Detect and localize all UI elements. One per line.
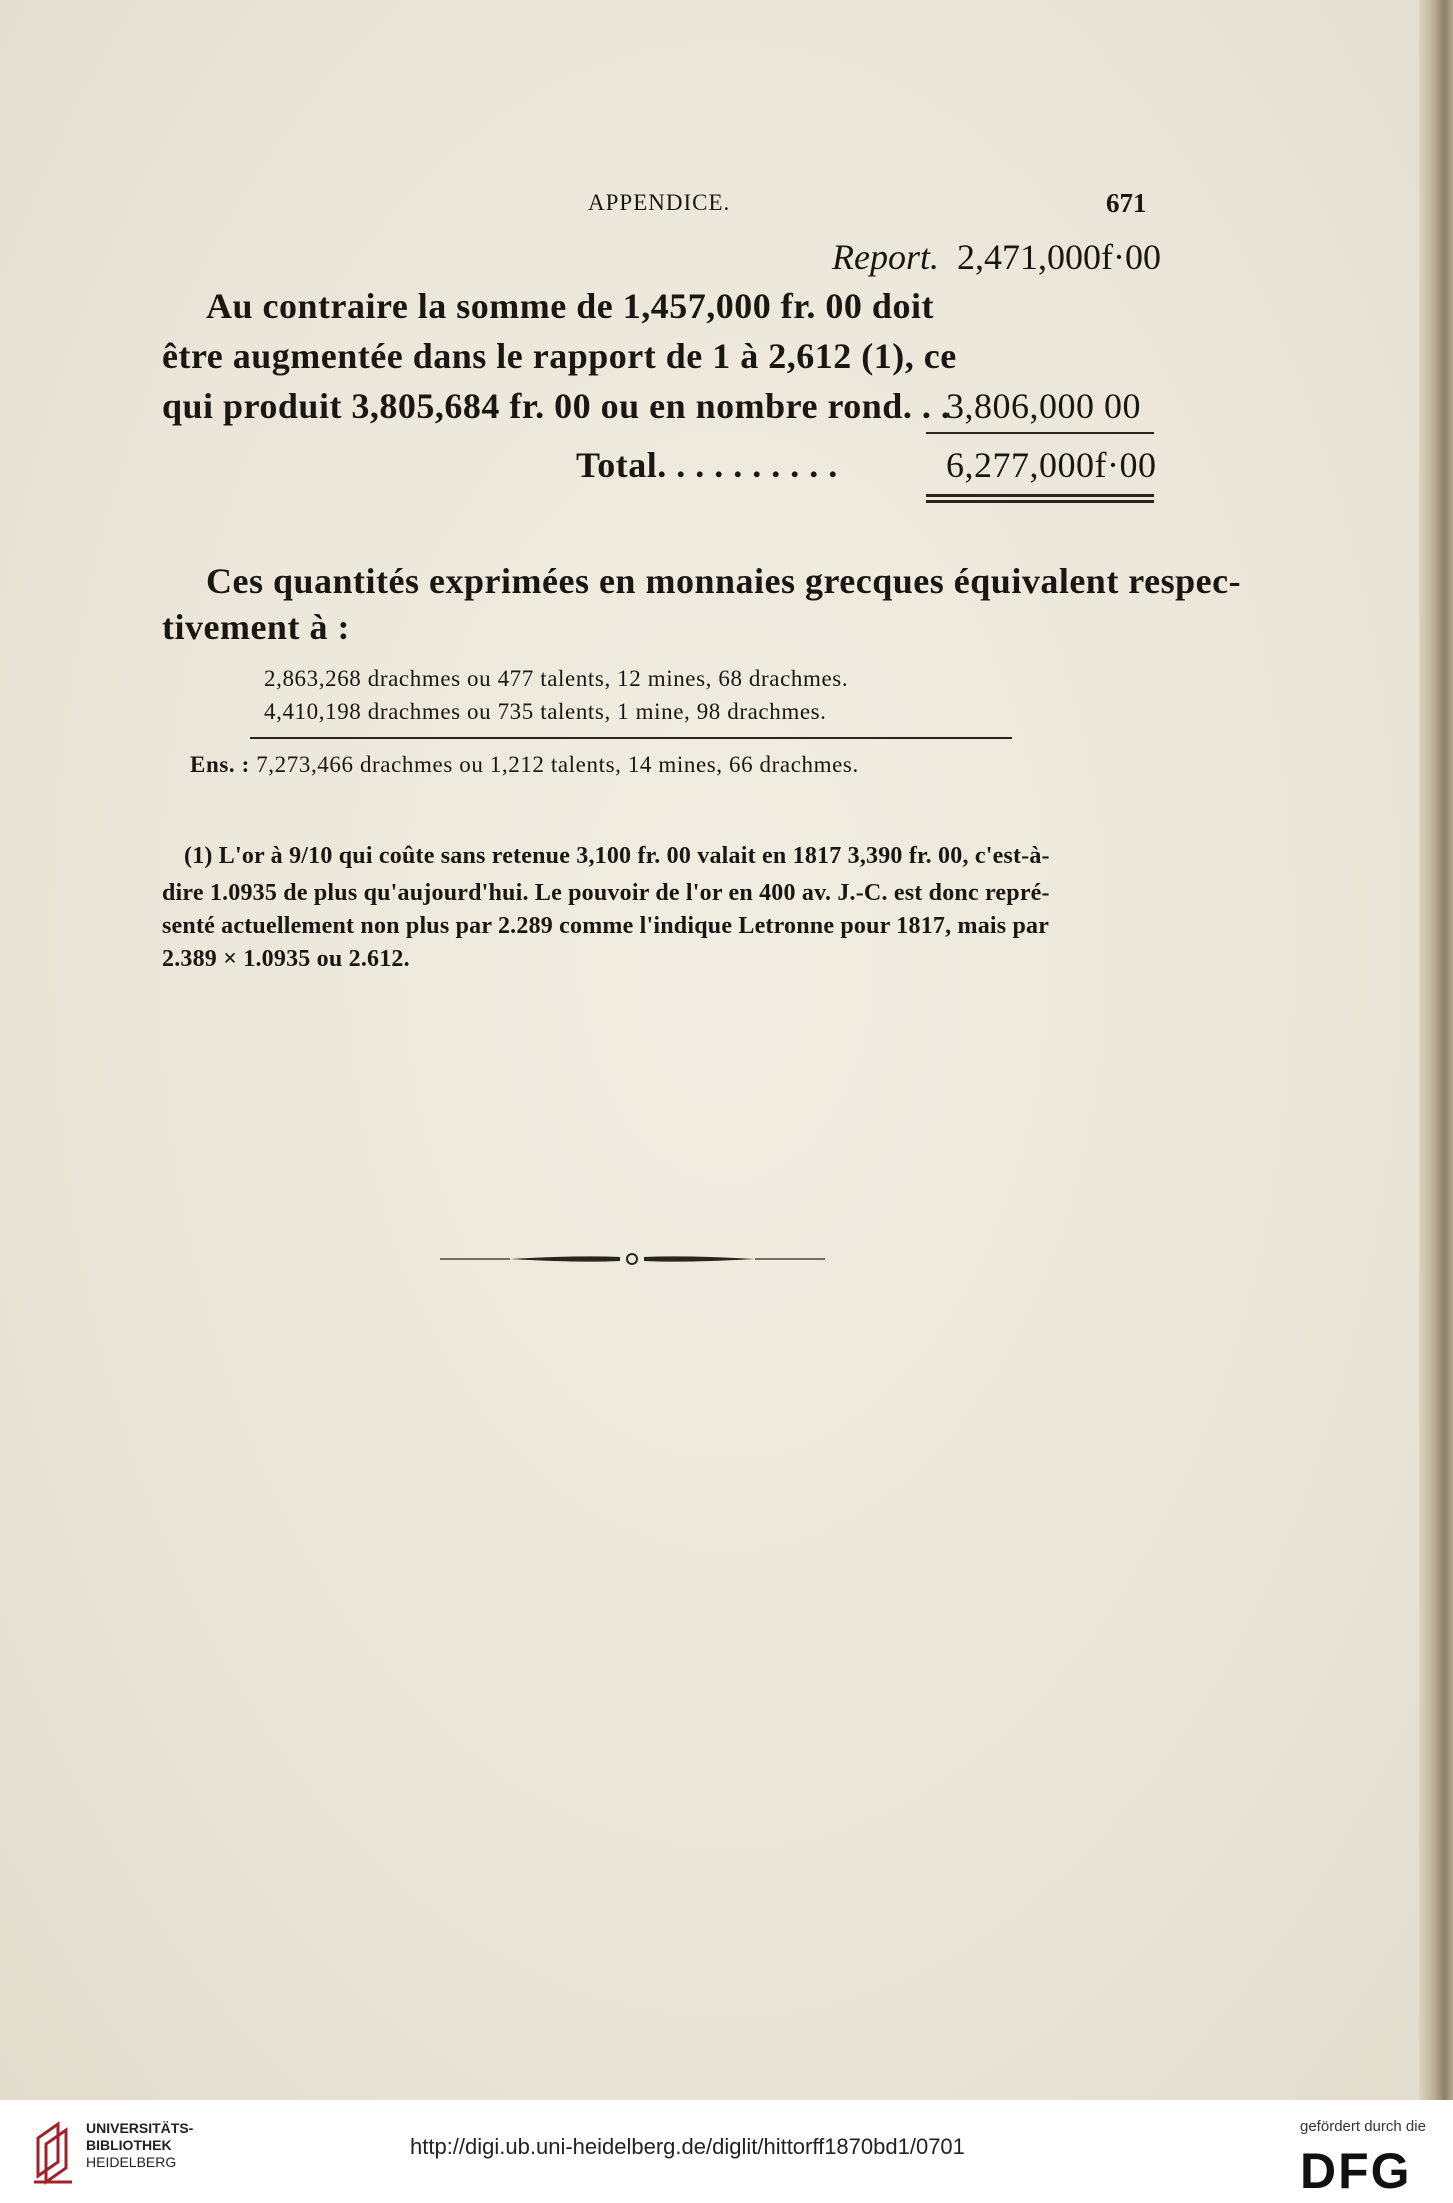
rounded-amount: 3,806,000 00 <box>946 386 1141 426</box>
permalink-url[interactable]: http://digi.ub.uni-heidelberg.de/diglit/hittorff1870bd1/0701 <box>410 2134 965 2159</box>
report-amount: 2,471,000f·00 <box>956 237 1161 277</box>
library-name-line-2: BIBLIOTHEK <box>86 2137 172 2153</box>
dfg-logo: DFG <box>1300 2143 1412 2199</box>
footnote-line-3: senté actuellement non plus par 2.289 comme l'indique Letronne pour 1817, mais par <box>162 913 1050 939</box>
table-rule <box>250 737 1012 739</box>
report-line <box>832 236 1161 278</box>
end-ornament-icon <box>440 1244 825 1274</box>
sum-rule <box>926 432 1154 434</box>
running-head: APPENDICE. <box>588 190 731 215</box>
total-label: Total. . . . . . . . . . <box>576 445 838 485</box>
ens-label: Ens. : <box>190 752 250 777</box>
total-double-rule-top <box>926 494 1154 497</box>
footer-bar <box>0 2100 1453 2203</box>
footnote-line-4: 2.389 × 1.0935 ou 2.612. <box>162 946 410 972</box>
total-double-rule-bottom <box>926 500 1154 503</box>
equivalence-row-1: 2,863,268 drachmes ou 477 talents, 12 mines, 68 drachmes. <box>264 666 849 691</box>
ens-text: 7,273,466 drachmes ou 1,212 talents, 14 mines, 66 drachmes. <box>256 752 859 777</box>
funded-by-label: gefördert durch die <box>1300 2118 1426 2135</box>
calculation-line-2: être augmentée dans le rapport de 1 à 2,612 (1), ce <box>162 336 957 376</box>
calculation-line-1: Au contraire la somme de 1,457,000 fr. 00 doit <box>206 286 934 326</box>
page-edge-shadow <box>1419 0 1453 2100</box>
library-name <box>86 2120 193 2171</box>
library-logo-icon <box>28 2116 78 2188</box>
footnote-line-2: dire 1.0935 de plus qu'aujourd'hui. Le pouvoir de l'or en 400 av. J.-C. est donc repré- <box>162 880 1050 906</box>
equivalence-total-row <box>190 752 859 778</box>
calculation-line-3: qui produit 3,805,684 fr. 00 ou en nombre rond. . . <box>162 386 951 426</box>
paragraph-line-2: tivement à : <box>162 607 350 647</box>
library-name-line-1: UNIVERSITÄTS- <box>86 2120 194 2136</box>
report-label: Report. <box>832 237 939 277</box>
total-amount: 6,277,000f·00 <box>946 445 1157 485</box>
footnote-line-1: (1) L'or à 9/10 qui coûte sans retenue 3,100 fr. 00 valait en 1817 3,390 fr. 00, c'est-à- <box>184 843 1050 869</box>
paragraph-line-1: Ces quantités exprimées en monnaies grecques équivalent respec- <box>206 561 1242 601</box>
library-name-line-3: HEIDELBERG <box>86 2154 177 2170</box>
equivalence-row-2: 4,410,198 drachmes ou 735 talents, 1 mine, 98 drachmes. <box>264 699 827 724</box>
page-number: 671 <box>1106 188 1147 218</box>
